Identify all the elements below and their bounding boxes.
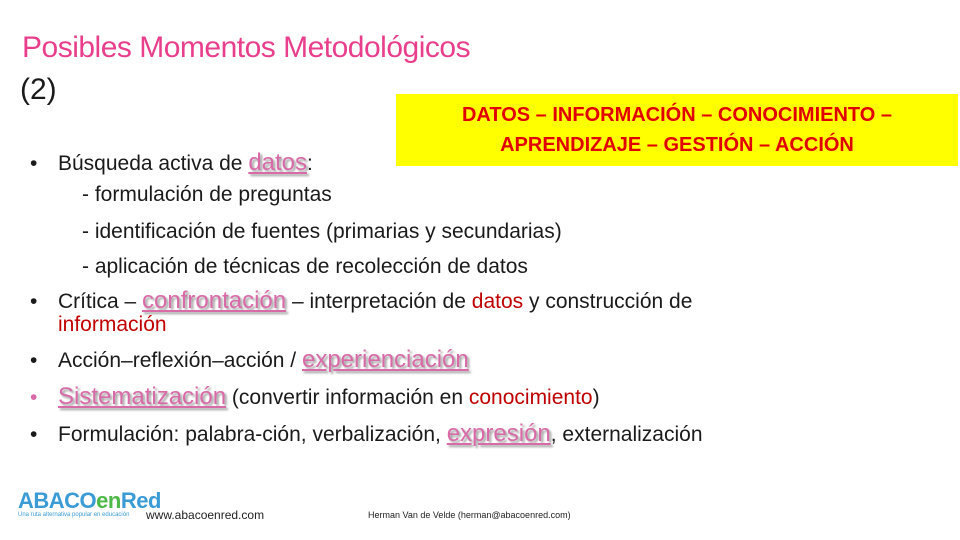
logo-wordmark: [18, 488, 161, 514]
logo-part-abaco: ABACO: [18, 488, 97, 513]
bullet-text: , externalización: [550, 423, 703, 446]
red-text-datos: datos: [471, 290, 524, 313]
bullet-text: :: [307, 152, 313, 175]
abacoenred-logo: [18, 488, 161, 518]
logo-part-en: en: [96, 488, 121, 513]
bullet-text: (convertir información en: [231, 386, 464, 409]
bullet-text: Crítica –: [58, 290, 137, 313]
footer-author: Herman Van de Velde (herman@abacoenred.com): [368, 510, 571, 520]
highlight-line-2: APRENDIZAJE – GESTIÓN – ACCIÓN: [500, 134, 854, 156]
footer-url: www.abacoenred.com: [146, 508, 265, 522]
bullet-text: y construcción de: [528, 290, 693, 313]
bullet-sistematizacion: [30, 382, 600, 413]
emphasis-experienciacion: experienciación: [301, 346, 469, 373]
red-text-conocimiento: conocimiento: [468, 386, 593, 409]
highlight-box: [396, 94, 958, 166]
bullet-accion: [30, 345, 469, 376]
sub-item-tecnicas: - aplicación de técnicas de recolección de datos: [82, 255, 528, 278]
emphasis-confrontacion: confrontación: [142, 287, 287, 314]
bullet-icon: •: [30, 386, 38, 409]
highlight-line-1: DATOS – INFORMACIÓN – CONOCIMIENTO –: [461, 104, 893, 126]
bullet-icon: •: [30, 423, 38, 446]
logo-part-red: Red: [120, 488, 161, 513]
bullet-icon: •: [30, 290, 38, 313]
bullet-text: Acción–reflexión–acción /: [58, 349, 297, 372]
slide-subtitle: (2): [20, 73, 57, 106]
bullet-icon: •: [30, 349, 38, 372]
bullet-icon: •: [30, 152, 38, 175]
bullet-formulacion: [30, 419, 703, 450]
bullet-text: Búsqueda activa de: [58, 152, 243, 175]
sub-item-fuentes: - identificación de fuentes (primarias y secundarias): [82, 220, 562, 243]
bullet-busqueda: [30, 148, 313, 179]
bullet-text: ): [592, 386, 600, 409]
emphasis-expresion: expresión: [446, 420, 551, 447]
bullet-text: – interpretación de: [291, 290, 466, 313]
emphasis-datos: datos: [248, 149, 308, 176]
sub-item-preguntas: - formulación de preguntas: [82, 183, 332, 206]
red-text-informacion: información: [58, 313, 167, 336]
slide-title: Posibles Momentos Metodológicos: [22, 31, 471, 64]
emphasis-sistematizacion: Sistematización: [58, 383, 227, 410]
logo-tagline: Una ruta alternativa popular en educación: [18, 512, 130, 518]
bullet-text: Formulación: palabra-ción, verbalización,: [58, 423, 441, 446]
